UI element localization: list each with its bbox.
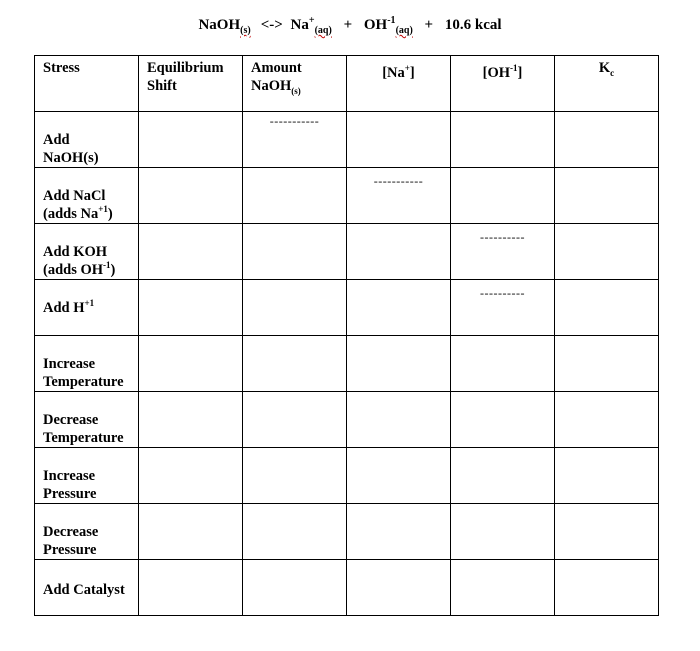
na-cell: [347, 168, 451, 224]
reactant-formula: NaOH: [198, 17, 241, 33]
kc-cell: [555, 392, 659, 448]
oh-cell: [451, 448, 555, 504]
oh-cell: [451, 504, 555, 560]
na-dash: -----------: [373, 174, 424, 188]
na-cell: [347, 112, 451, 168]
oh-cell: [451, 112, 555, 168]
kc-cell: [555, 112, 659, 168]
amount-cell: [243, 560, 347, 616]
reaction-equation: [0, 15, 700, 36]
na-cell: [347, 224, 451, 280]
hydroxide-ion: OH: [363, 17, 388, 33]
amount-cell: [243, 504, 347, 560]
kc-cell: [555, 448, 659, 504]
sodium-charge: +: [308, 15, 315, 26]
header-oh-concentration: $[OH^{-1}]$: [451, 56, 555, 112]
header-na-concentration: [Na+]: [347, 56, 451, 112]
stress-cell: Add NaCl (adds $Na^{+1}$): [35, 168, 139, 224]
stress-cell: Decrease Temperature: [35, 392, 139, 448]
table-row: [35, 448, 659, 504]
shift-cell: [139, 392, 243, 448]
shift-cell: [139, 224, 243, 280]
plus-sign: +: [424, 17, 434, 33]
header-stress: Stress: [35, 56, 139, 112]
hydroxide-state: (aq): [395, 25, 413, 36]
shift-cell: [139, 560, 243, 616]
na-cell: [347, 392, 451, 448]
table-row: [35, 112, 659, 168]
table-row: [35, 168, 659, 224]
kc-cell: [555, 280, 659, 336]
stress-cell: Add KOH (adds $OH^{-1}$): [35, 224, 139, 280]
na-cell: [347, 504, 451, 560]
amount-cell: [243, 168, 347, 224]
na-cell: [347, 560, 451, 616]
oh-cell: [451, 168, 555, 224]
stress-cell: Increase Temperature: [35, 336, 139, 392]
shift-cell: [139, 336, 243, 392]
sodium-state: (aq): [314, 25, 332, 36]
kc-cell: [555, 168, 659, 224]
table-row: [35, 504, 659, 560]
energy-term: 10.6 kcal: [444, 17, 502, 33]
oh-dash: ----------: [480, 230, 525, 244]
oh-cell: [451, 336, 555, 392]
kc-cell: [555, 504, 659, 560]
kc-cell: [555, 336, 659, 392]
table-row: [35, 280, 659, 336]
oh-cell: [451, 560, 555, 616]
kc-cell: [555, 224, 659, 280]
shift-cell: [139, 448, 243, 504]
amount-cell: [243, 392, 347, 448]
table-row: [35, 336, 659, 392]
header-amount-naoh: Amount NaOH$_{(s)}$: [243, 56, 347, 112]
amount-cell: [243, 448, 347, 504]
amount-cell: [243, 280, 347, 336]
stress-cell: Increase Pressure: [35, 448, 139, 504]
plus-sign: +: [343, 17, 353, 33]
stress-cell: Add Catalyst: [35, 560, 139, 616]
hydroxide-charge: -1: [387, 15, 396, 26]
equilibrium-arrow: <->: [260, 17, 283, 33]
reactant-state: (s): [240, 25, 251, 36]
amount-cell: [243, 336, 347, 392]
stress-cell: Add NaOH(s): [35, 112, 139, 168]
header-equilibrium-shift: Equilibrium Shift: [139, 56, 243, 112]
na-cell: [347, 448, 451, 504]
table-row: [35, 392, 659, 448]
table-row: [35, 224, 659, 280]
oh-dash: ----------: [480, 286, 525, 300]
oh-cell: [451, 224, 555, 280]
kc-cell: [555, 560, 659, 616]
shift-cell: [139, 280, 243, 336]
na-dash: -----------: [269, 114, 320, 128]
na-cell: [347, 280, 451, 336]
amount-cell: [243, 224, 347, 280]
equilibrium-table: [34, 55, 659, 616]
table-row: [35, 560, 659, 616]
stress-cell: Add $H^{+1}$: [35, 280, 139, 336]
shift-cell: [139, 168, 243, 224]
header-row: [35, 56, 659, 112]
shift-cell: [139, 112, 243, 168]
stress-cell: Decrease Pressure: [35, 504, 139, 560]
na-cell: [347, 336, 451, 392]
header-kc: $K_c$: [555, 56, 659, 112]
shift-cell: [139, 504, 243, 560]
oh-cell: [451, 280, 555, 336]
amount-cell: [243, 112, 347, 168]
sodium-ion: Na: [290, 17, 309, 33]
oh-cell: [451, 392, 555, 448]
